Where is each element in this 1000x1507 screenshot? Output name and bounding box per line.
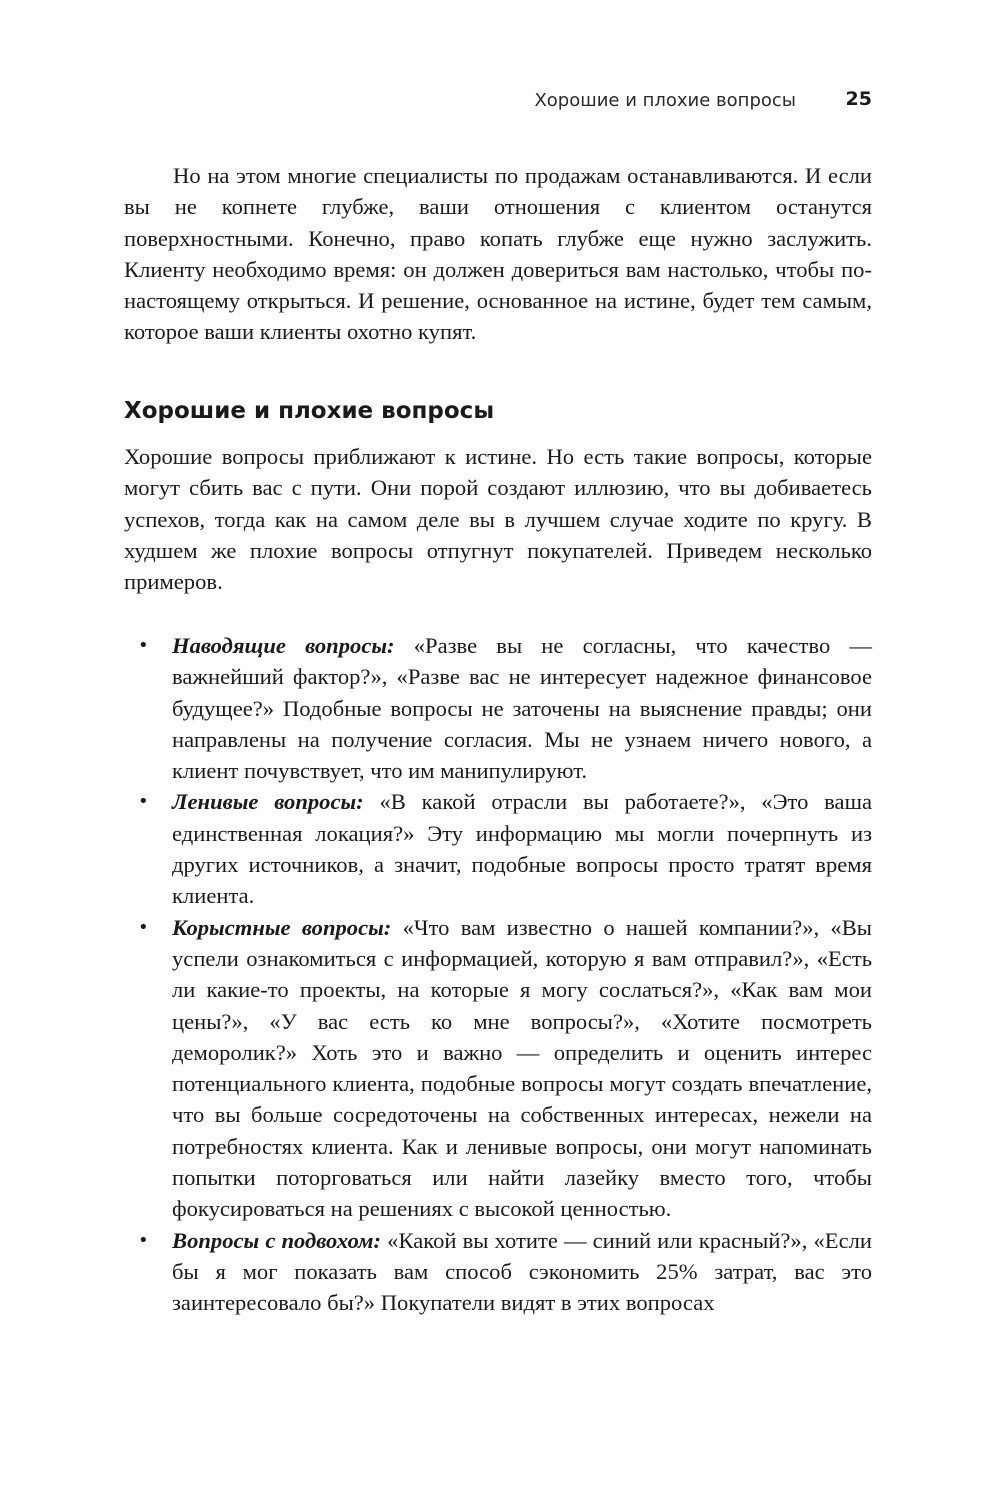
intro-paragraph: Но на этом многие специалисты по продажам останавливаются. И если вы не копнете глубже, ваши отношения с клиентом останутся поверхностными. Конечно, право копать глубже еще нужно заслужить. Клиенту необходимо время: он должен довериться вам настолько, чтобы по-настоящему открыться. И решение, основанное на истине, будет тем самым, которое ваши клиенты охотно купят. (124, 163, 872, 345)
list-item-text: «Разве вы не согласны, что качество — важнейший фактор?», «Разве вас не интересует надежное финансовое будущее?» Подобные вопросы не заточены на выяснение правды; они направлены на получение согласия. Мы не узнаем ничего нового, а клиент почувствует, что им манипулируют. (172, 633, 872, 784)
section-heading: Хорошие и плохие вопросы (124, 398, 495, 424)
list-item-lazy-questions (124, 786, 872, 911)
list-item-selfish-questions (124, 912, 872, 1225)
running-header (124, 88, 872, 118)
list-item-term: Вопросы с подвохом: (172, 1227, 382, 1253)
list-item-trick-questions (124, 1225, 872, 1319)
bullet-icon: • (138, 635, 149, 656)
list-item-term: Ленивые вопросы: (172, 789, 364, 815)
page-number: 25 (845, 88, 872, 110)
section-paragraph: Хорошие вопросы приближают к истине. Но есть такие вопросы, которые могут сбить вас с пути. Они порой создают иллюзию, что вы добиваетесь успехов, тогда как на самом деле вы в лучшем случае ходите по кругу. В худшем же плохие вопросы отпугнут покупателей. Приведем несколько примеров. (124, 444, 872, 595)
question-types-list (124, 630, 872, 1319)
list-item-text: «В какой отрасли вы работаете?», «Это ваша единственная локация?» Эту информацию мы могли почерпнуть из других источников, а значит, подобные вопросы просто тратят время клиента. (172, 789, 873, 909)
list-item-text: «Что вам известно о нашей компании?», «Вы успели ознакомиться с информацией, которую я вам отправил?», «Есть ли какие-то проекты, на которые я могу сослаться?», «Как вам мои цены?», «У вас есть ко мне вопросы?», «Хотите посмотреть деморолик?» Хоть это и важно — определить и оценить интерес потенциального клиента, подобные вопросы могут создать впечатление, что вы больше сосредоточены на собственных интересах, нежели на потребностях клиента. Как и ленивые вопросы, они могут напоминать попытки поторговаться или найти лазейку вместо того, чтобы фокусироваться на решениях с высокой ценностью. (172, 914, 872, 1222)
list-item-term: Наводящие вопросы: (172, 633, 395, 658)
bullet-icon: • (138, 1229, 149, 1251)
list-item-leading-questions (124, 630, 872, 786)
list-item-text: «Какой вы хотите — синий или красный?», «Если бы я мог показать вам способ сэкономить 25% затрат, вас это заинтересовало бы?» Покупатели видят в этих вопросах (172, 1227, 872, 1316)
running-title: Хорошие и плохие вопросы (534, 90, 796, 111)
list-item-term: Корыстные вопросы: (172, 914, 392, 940)
bullet-icon: • (138, 791, 149, 813)
bullet-icon: • (138, 916, 149, 938)
